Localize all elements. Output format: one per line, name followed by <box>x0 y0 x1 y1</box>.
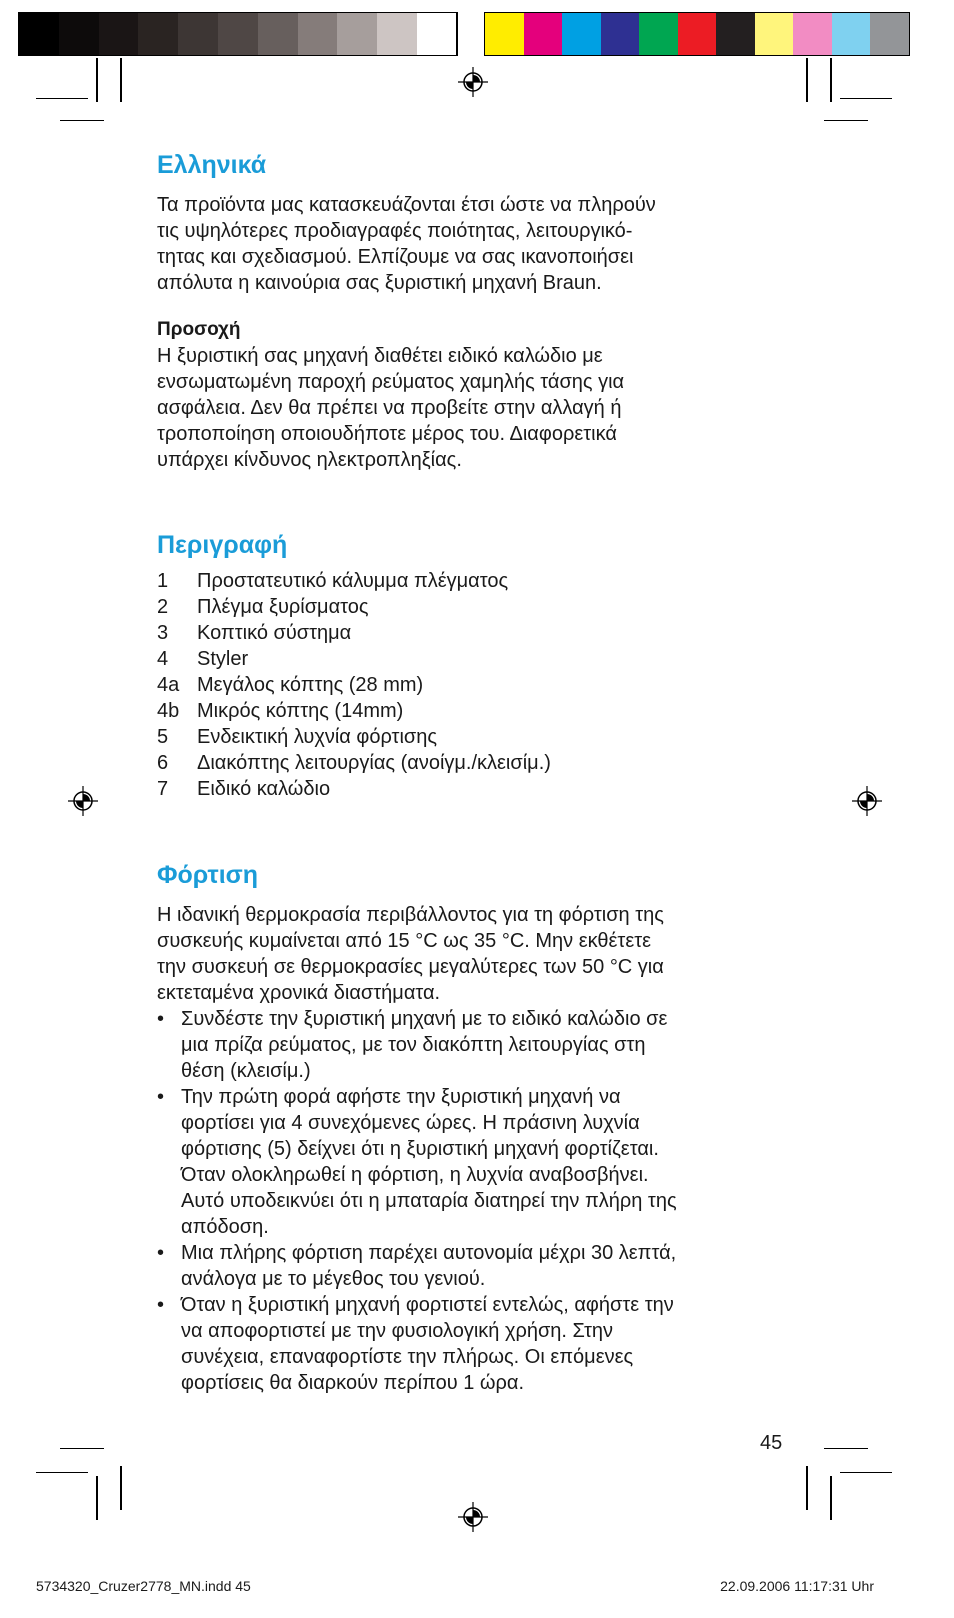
color-swatch <box>562 13 601 55</box>
color-swatch <box>178 13 218 55</box>
item-number: 4a <box>157 674 180 696</box>
text-line: Η ξυριστική σας μηχανή διαθέτει ειδικό καλώδιο με <box>157 345 603 367</box>
bullet-icon: • <box>157 1242 165 1264</box>
color-swatch <box>59 13 99 55</box>
crop-mark <box>830 58 832 102</box>
color-swatch <box>832 13 871 55</box>
item-number: 1 <box>157 570 169 592</box>
item-text: Πλέγμα ξυρίσματος <box>197 596 369 618</box>
item-number: 2 <box>157 596 169 618</box>
section-title-description: Περιγραφή <box>157 531 288 559</box>
description-section <box>157 530 797 802</box>
crop-mark <box>806 1466 808 1510</box>
text-line: τροποποίηση οποιουδήποτε μέρος του. Διαφορετικά <box>157 423 617 445</box>
text-line: την συσκευή σε θερμοκρασίες μεγαλύτερες των 50 °C για <box>157 956 664 978</box>
text-line: ενσωματωμένη παροχή ρεύματος χαμηλής τάσης για <box>157 371 625 393</box>
color-swatch <box>678 13 717 55</box>
bullet-icon: • <box>157 1294 165 1316</box>
text-line: υπάρχει κίνδυνος ηλεκτροπληξίας. <box>157 449 462 471</box>
item-number: 4b <box>157 700 180 722</box>
list-item <box>157 724 797 750</box>
section-title-charging: Φόρτιση <box>157 861 259 889</box>
color-swatch <box>485 13 524 55</box>
color-swatch <box>716 13 755 55</box>
text-line: Την πρώτη φορά αφήστε την ξυριστική μηχανή να <box>181 1086 621 1108</box>
item-number: 5 <box>157 726 169 748</box>
crop-mark <box>60 120 104 121</box>
color-swatch <box>639 13 678 55</box>
intro-section <box>157 150 797 296</box>
crop-mark <box>830 1476 832 1520</box>
crop-mark <box>120 58 122 102</box>
text-line: τητας και σχεδιασμού. Ελπίζουμε να σας ικανοποιήσει <box>157 246 634 268</box>
text-line: ανάλογα με το μέγεθος του γενιού. <box>181 1268 486 1290</box>
text-line: Η ιδανική θερμοκρασία περιβάλλοντος για τη φόρτιση της <box>157 904 664 926</box>
charging-intro-paragraph <box>157 902 797 1006</box>
color-swatch <box>99 13 139 55</box>
color-swatch <box>258 13 298 55</box>
bullet-item <box>157 1084 797 1240</box>
text-line: Τα προϊόντα μας κατασκευάζονται έτσι ώστε να πληρούν <box>157 194 656 216</box>
text-line: φορτίσεις θα διαρκούν περίπου 1 ώρα. <box>181 1372 525 1394</box>
page-number: 45 <box>760 1432 783 1454</box>
color-swatch <box>298 13 338 55</box>
color-swatch <box>337 13 377 55</box>
text-line: Όταν η ξυριστική μηχανή φορτιστεί εντελώς, αφήστε την <box>181 1294 674 1316</box>
text-line: Συνδέστε την ξυριστική μηχανή με το ειδικό καλώδιο σε <box>181 1008 668 1030</box>
crop-mark <box>36 1472 88 1473</box>
list-item <box>157 620 797 646</box>
registration-mark-icon <box>68 786 98 816</box>
color-swatch <box>524 13 563 55</box>
item-text: Μικρός κόπτης (14mm) <box>197 700 404 722</box>
charging-section <box>157 860 797 1396</box>
caution-section <box>157 317 797 473</box>
color-swatch <box>870 13 909 55</box>
section-title-greek: Ελληνικά <box>157 151 267 179</box>
item-text: Styler <box>197 648 249 670</box>
item-number: 6 <box>157 752 169 774</box>
text-line: Αυτό υποδεικνύει ότι η μπαταρία διατηρεί την πλήρη της <box>181 1190 677 1212</box>
color-swatch <box>19 13 59 55</box>
list-item <box>157 698 797 724</box>
list-item <box>157 672 797 698</box>
color-swatch <box>601 13 640 55</box>
registration-mark-icon <box>458 67 488 97</box>
bullet-icon: • <box>157 1086 165 1108</box>
bullet-item <box>157 1240 797 1292</box>
text-line: συνέχεια, επαναφορτίστε την πλήρως. Οι επόμενες <box>181 1346 634 1368</box>
bullet-item <box>157 1006 797 1084</box>
registration-mark-icon <box>458 1502 488 1532</box>
list-item <box>157 646 797 672</box>
color-swatch <box>377 13 417 55</box>
crop-mark <box>824 120 868 121</box>
crop-mark <box>806 58 808 102</box>
item-text: Διακόπτης λειτουργίας (ανοίγμ./κλεισίμ.) <box>197 752 551 774</box>
list-item <box>157 750 797 776</box>
text-line: εκτεταμένα χρονικά διαστήματα. <box>157 982 441 1004</box>
item-text: Ενδεικτική λυχνία φόρτισης <box>197 726 438 748</box>
color-swatch <box>793 13 832 55</box>
text-line: απόλυτα η καινούρια σας ξυριστική μηχανή Braun. <box>157 272 602 294</box>
crop-mark <box>824 1448 868 1449</box>
text-line: απόδοση. <box>181 1216 269 1238</box>
color-calibration-bar <box>484 12 910 56</box>
footer-filename: 5734320_Cruzer2778_MN.indd 45 <box>36 1578 251 1594</box>
crop-mark <box>96 1476 98 1520</box>
text-line: Μια πλήρης φόρτιση παρέχει αυτονομία μέχρι 30 λεπτά, <box>181 1242 677 1264</box>
item-text: Κοπτικό σύστημα <box>197 622 352 644</box>
crop-mark <box>840 1472 892 1473</box>
crop-mark <box>840 98 892 99</box>
text-line: μια πρίζα ρεύματος, με τον διακόπτη λειτουργίας στη <box>181 1034 646 1056</box>
item-text: Μεγάλος κόπτης (28 mm) <box>197 674 424 696</box>
color-swatch <box>218 13 258 55</box>
bullet-icon: • <box>157 1008 165 1030</box>
crop-mark <box>36 98 88 99</box>
item-number: 4 <box>157 648 169 670</box>
item-number: 7 <box>157 778 169 800</box>
list-item <box>157 776 797 802</box>
item-text: Ειδικό καλώδιο <box>197 778 331 800</box>
charging-bullet-list <box>157 1006 797 1396</box>
crop-mark <box>120 1466 122 1510</box>
text-line: Όταν ολοκληρωθεί η φόρτιση, η λυχνία αναβοσβήνει. <box>181 1164 649 1186</box>
bullet-item <box>157 1292 797 1396</box>
list-item <box>157 594 797 620</box>
list-item <box>157 568 797 594</box>
item-number: 3 <box>157 622 169 644</box>
crop-mark <box>60 1448 104 1449</box>
footer-timestamp: 22.09.2006 11:17:31 Uhr <box>720 1578 874 1594</box>
parts-list <box>157 568 797 802</box>
text-line: ασφάλεια. Δεν θα πρέπει να προβείτε στην αλλαγή ή <box>157 397 622 419</box>
text-line: θέση (κλεισίμ.) <box>181 1060 311 1082</box>
color-swatch <box>755 13 794 55</box>
grayscale-calibration-bar <box>18 12 458 56</box>
text-line: φορτίσει για 4 συνεχόμενες ώρες. Η πράσινη λυχνία <box>181 1112 640 1134</box>
color-swatch <box>138 13 178 55</box>
color-swatch <box>417 13 457 55</box>
text-line: να αποφορτιστεί με την φυσιολογική χρήση. Στην <box>181 1320 613 1342</box>
caution-label: Προσοχή <box>157 319 241 340</box>
registration-mark-icon <box>852 786 882 816</box>
intro-paragraph <box>157 192 797 296</box>
text-line: τις υψηλότερες προδιαγραφές ποιότητας, λειτουργικό- <box>157 220 633 242</box>
text-line: φόρτισης (5) δείχνει ότι η ξυριστική μηχανή φορτίζεται. <box>181 1138 659 1160</box>
crop-mark <box>96 58 98 102</box>
item-text: Προστατευτικό κάλυμμα πλέγματος <box>197 570 509 592</box>
text-line: συσκευής κυμαίνεται από 15 °C ως 35 °C. Μην εκθέτετε <box>157 930 652 952</box>
